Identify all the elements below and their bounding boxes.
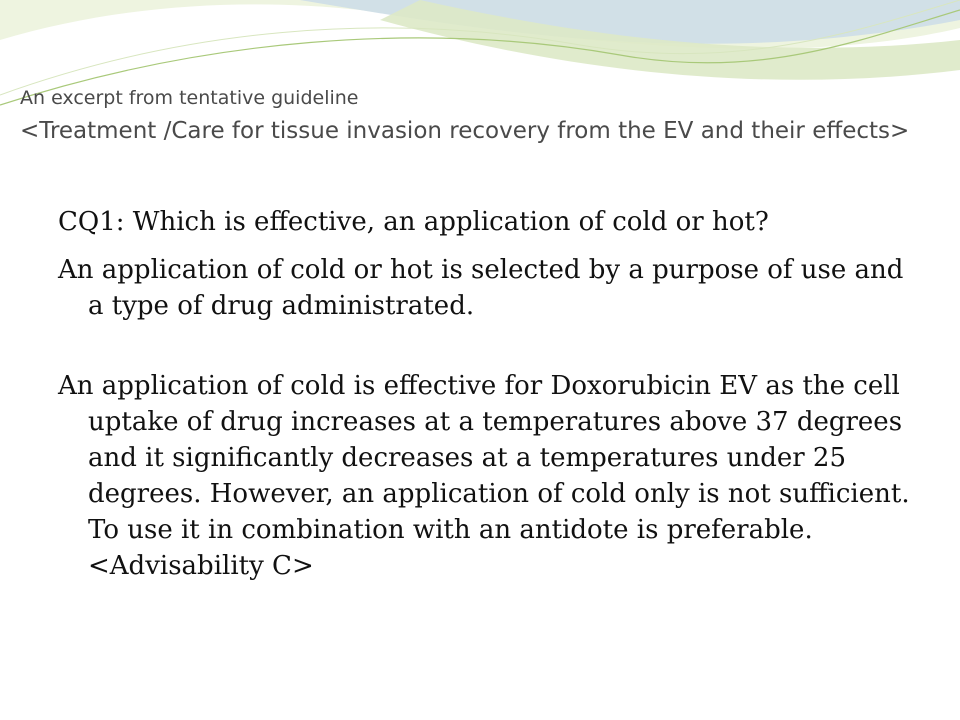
slide-title — [20, 84, 920, 150]
detail-paragraph — [58, 368, 918, 584]
subtitle: An excerpt from tentative guideline — [20, 87, 359, 109]
answer-text: An application of cold or hot is selected by a purpose of use and a type of drug administrated. — [58, 255, 904, 321]
slide-body — [58, 204, 918, 584]
advisability-label: <Advisability C> — [88, 551, 314, 581]
page-title: <Treatment /Care for tissue invasion recovery from the EV and their effects> — [20, 118, 910, 144]
question-text: CQ1: Which is effective, an application of cold or hot? — [58, 207, 769, 237]
detail-text: An application of cold is effective for Doxorubicin EV as the cell uptake of drug increases at a temperatures above 37 degrees and it significantly decreases at a temperatures under 25 degrees. However, an application of cold only is not sufficient. To use it in combination with an antidote is preferable. — [58, 371, 910, 545]
